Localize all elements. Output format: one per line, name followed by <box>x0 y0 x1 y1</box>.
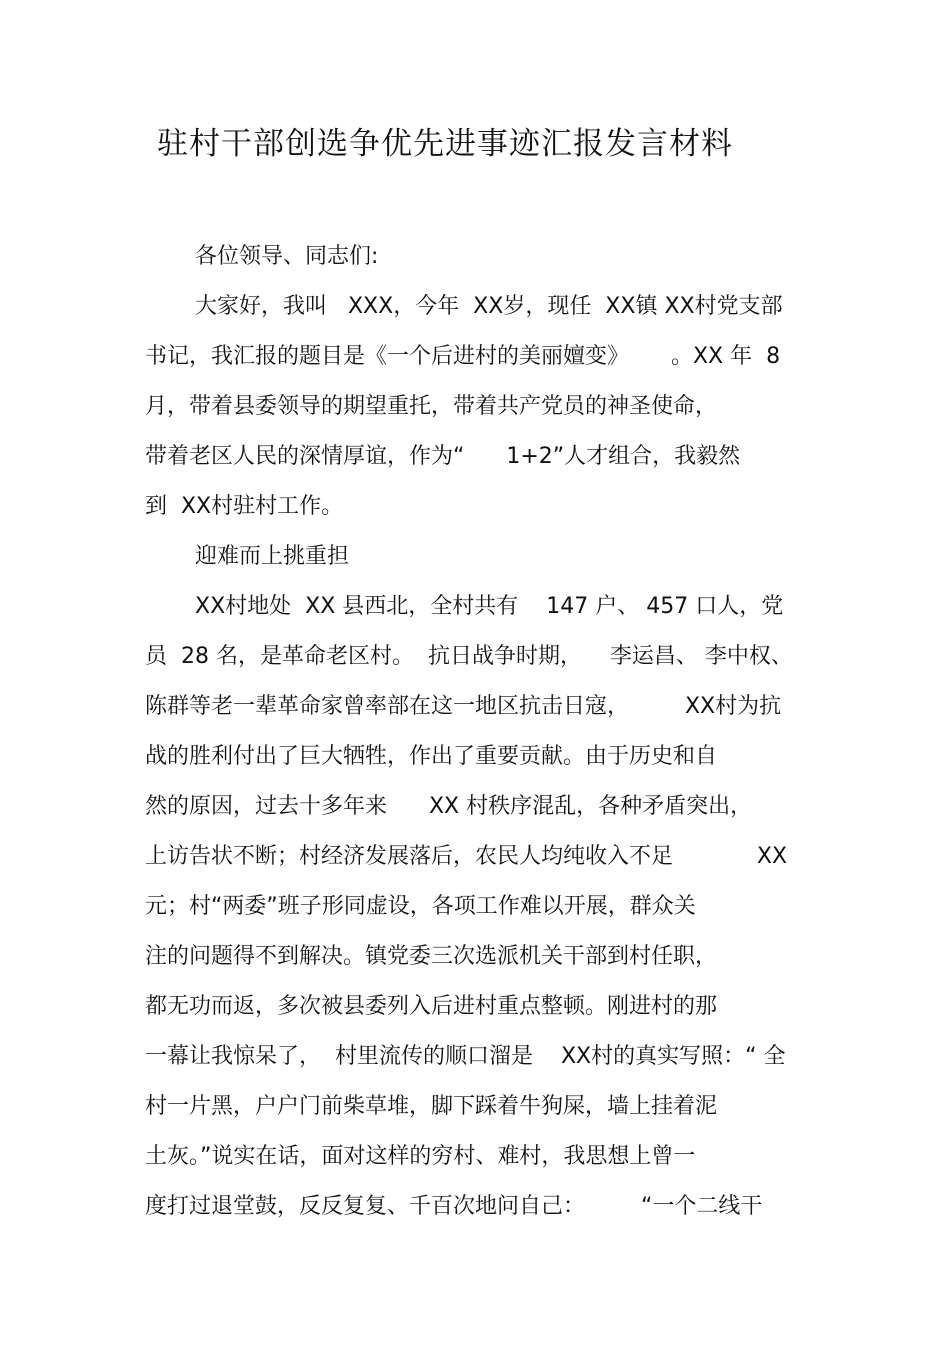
body-line: 土灰。”说实在话，面对这样的穷村、难村，我思想上曾一 <box>145 1144 696 1169</box>
body-line: 度打过退堂鼓，反反复复、千百次地问自己： “一个二线干 <box>145 1194 763 1219</box>
body-line: XX村地处 XX 县西北，全村共有 147 户、 457 口人，党 <box>195 594 784 619</box>
body-line: 上访告状不断；村经济发展落后，农民人均纯收入不足 XX <box>145 844 788 869</box>
body-line: 一幕让我惊呆了， 村里流传的顺口溜是 XX村的真实写照：“ 全 <box>145 1044 786 1069</box>
body-line: 战的胜利付出了巨大牺牲，作出了重要贡献。由于历史和自 <box>145 744 718 769</box>
body-line: 带着老区人民的深情厚谊，作为“ 1+2”人才组合，我毅然 <box>145 444 741 469</box>
body-line: 月，带着县委领导的期望重托，带着共产党员的神圣使命， <box>145 394 718 419</box>
body-line: 元；村“两委”班子形同虚设，各项工作难以开展，群众关 <box>145 894 696 919</box>
body-line: 注的问题得不到解决。镇党委三次选派机关干部到村任职， <box>145 944 718 969</box>
body-line: 到 XX村驻村工作。 <box>145 494 344 519</box>
body-line: 村一片黑，户户门前柴草堆，脚下踩着牛狗屎，墙上挂着泥 <box>145 1094 718 1119</box>
body-line: 陈群等老一辈革命家曾率部在这一地区抗击日寇， XX村为抗 <box>145 694 782 719</box>
body-line: 员 28 名，是革命老区村。 抗日战争时期， 李运昌、 李中权、 <box>145 644 793 669</box>
salutation-line: 各位领导、同志们: <box>195 244 379 269</box>
body-line: 都无功而返，多次被县委列入后进村重点整顿。刚进村的那 <box>145 994 718 1019</box>
section-heading: 迎难而上挑重担 <box>195 544 350 569</box>
body-line: 大家好，我叫 XXX，今年 XX岁，现任 XX镇 XX村党支部 <box>195 294 783 319</box>
body-line: 书记，我汇报的题目是《一个后进村的美丽嬗变》 。XX 年 8 <box>145 344 781 369</box>
body-line: 然的原因，过去十多年来 XX 村秩序混乱，各种矛盾突出， <box>145 794 753 819</box>
document-title: 驻村干部创选争优先进事迹汇报发言材料 <box>157 126 733 162</box>
